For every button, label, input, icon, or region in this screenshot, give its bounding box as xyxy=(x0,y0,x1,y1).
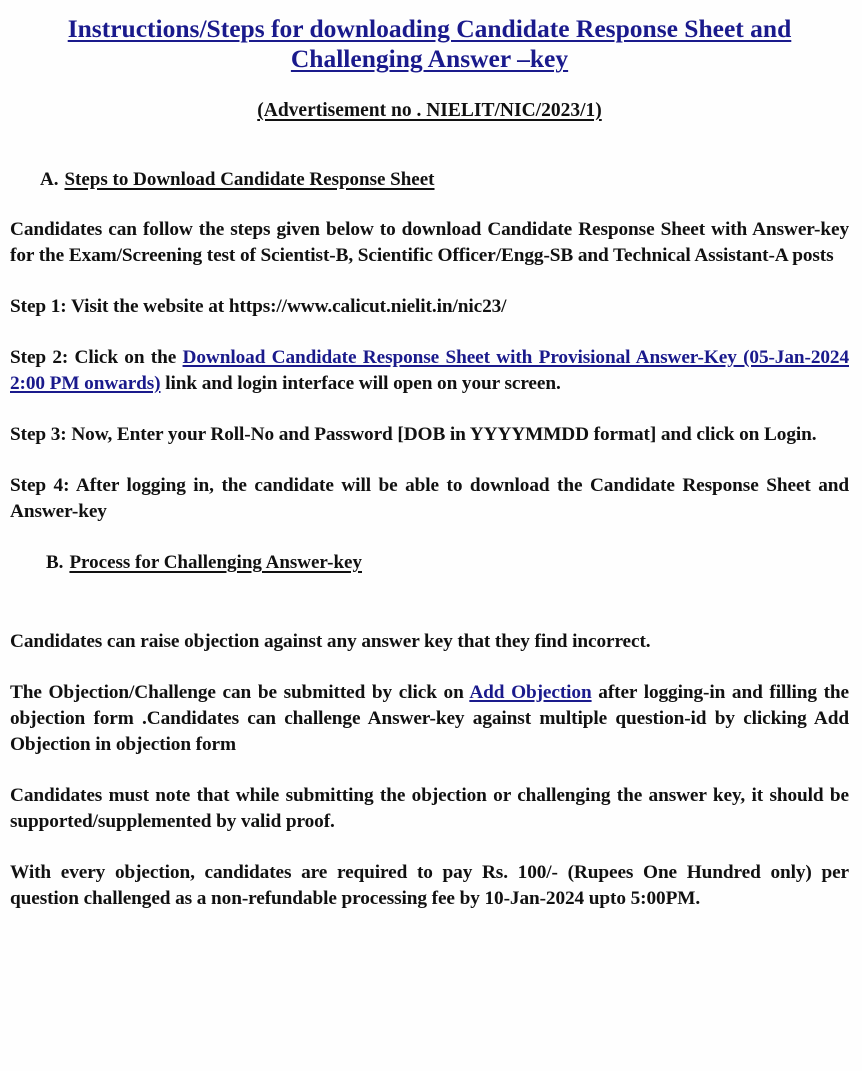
section-b-paragraph-2-suffix: after logging-in and filling the objection form .Candidates can challenge Answer-key against multiple question-id by clicking Add Objection in objection form xyxy=(10,682,849,755)
section-b-paragraph-1: Candidates can raise objection against any answer key that they find incorrect. xyxy=(10,631,651,652)
section-b-heading-text: Process for Challenging Answer-key xyxy=(69,552,362,573)
step-2-paragraph xyxy=(10,345,849,397)
add-objection-link[interactable]: Add Objection xyxy=(469,682,592,703)
step-2-suffix: link and login interface will open on your screen. xyxy=(160,373,561,394)
page-title-line-2: Challenging Answer –key xyxy=(290,44,569,73)
page-title xyxy=(10,14,849,74)
section-a-heading xyxy=(10,169,849,191)
advertisement-number-text: (Advertisement no . NIELIT/NIC/2023/1) xyxy=(257,100,602,121)
section-b-paragraph-2 xyxy=(10,680,849,758)
section-b-heading xyxy=(10,552,849,574)
section-a-heading-text: Steps to Download Candidate Response Sheet xyxy=(64,169,435,190)
section-b-label: B. xyxy=(46,552,64,573)
section-b-paragraph-4: With every objection, candidates are required to pay Rs. 100/- (Rupees One Hundred only) per question challenged as a non-refundable processing fee by 10-Jan-2024 upto 5:00PM. xyxy=(10,862,849,909)
section-a-label: A. xyxy=(40,169,59,190)
section-b-paragraph-3: Candidates must note that while submitting the objection or challenging the answer key, it should be supported/supplemented by valid proof. xyxy=(10,785,849,832)
step-1-paragraph: Step 1: Visit the website at https://www.calicut.nielit.in/nic23/ xyxy=(10,296,507,317)
page-title-line-1: Instructions/Steps for downloading Candidate Response Sheet and xyxy=(67,14,792,43)
advertisement-number xyxy=(10,100,849,122)
download-response-sheet-link[interactable]: Download Candidate Response Sheet with Provisional Answer-Key (05-Jan-2024 2:00 PM onwards) xyxy=(10,347,849,394)
section-a-intro-paragraph: Candidates can follow the steps given below to download Candidate Response Sheet with Answer-key for the Exam/Screening test of Scientist-B, Scientific Officer/Engg-SB and Technical Assistant-A posts xyxy=(10,219,849,266)
section-b-paragraph-2-prefix: The Objection/Challenge can be submitted by click on xyxy=(10,682,470,703)
step-4-paragraph: Step 4: After logging in, the candidate will be able to download the Candidate Response Sheet and Answer-key xyxy=(10,475,849,522)
step-3-paragraph: Step 3: Now, Enter your Roll-No and Password [DOB in YYYYMMDD format] and click on Login. xyxy=(10,424,817,445)
step-2-prefix: Step 2: Click on the xyxy=(10,347,183,368)
